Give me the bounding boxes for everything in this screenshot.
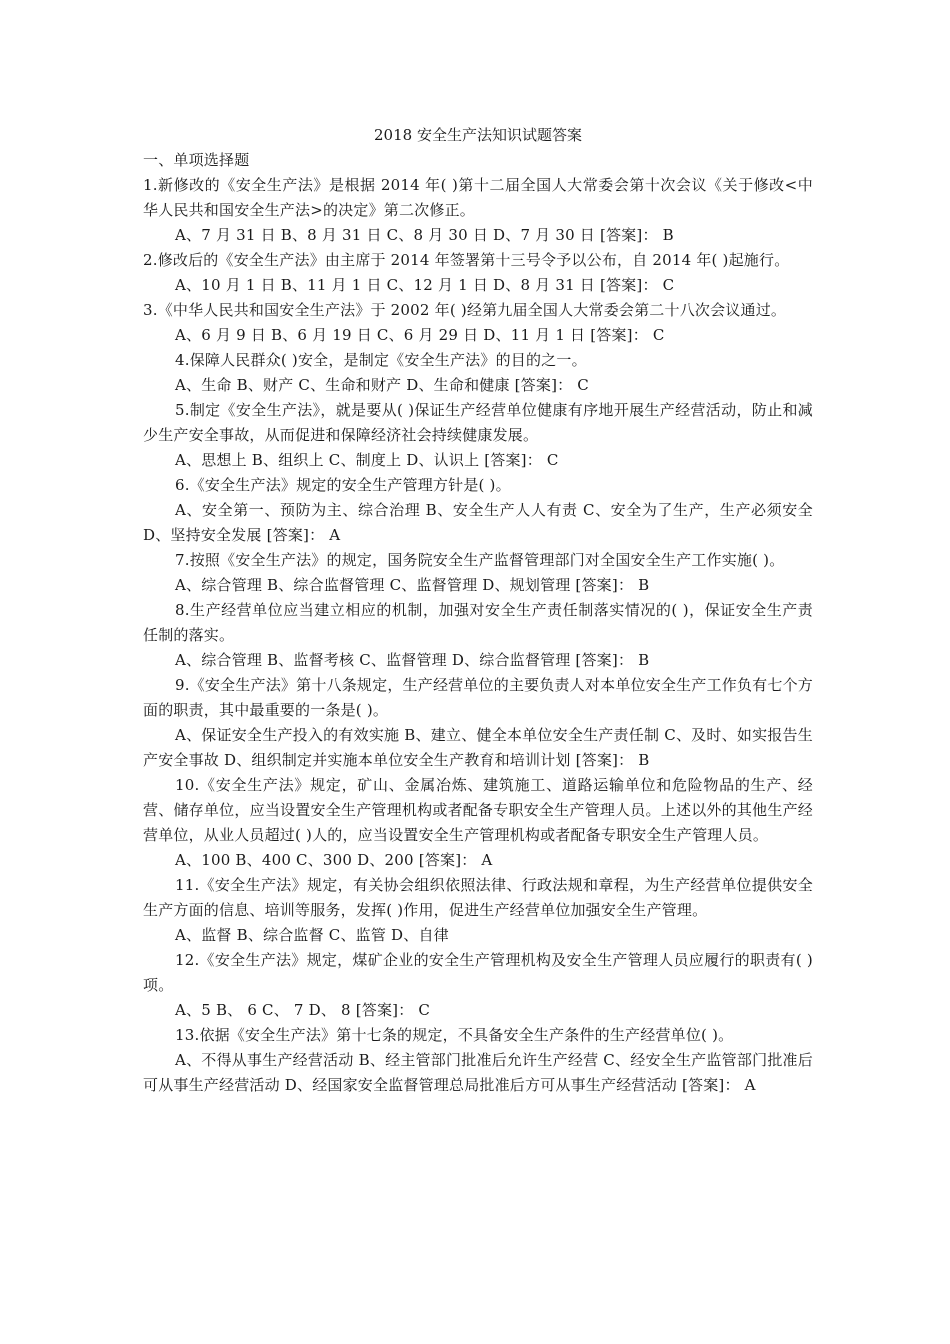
question-text: 13.依据《安全生产法》第十七条的规定，不具备安全生产条件的生产经营单位( )。 <box>175 1026 734 1044</box>
answer-options: A、7 月 31 日 B、8 月 31 日 C、8 月 30 日 D、7 月 30 日 [答案]： B <box>175 226 674 244</box>
question-text: 9.《安全生产法》第十八条规定，生产经营单位的主要负责人对本单位安全生产工作负有七个方面的职责，其中最重要的一条是( )。 <box>143 676 813 719</box>
question-text: 7.按照《安全生产法》的规定，国务院安全生产监督管理部门对全国安全生产工作实施( )。 <box>175 551 785 569</box>
question-text: 8.生产经营单位应当建立相应的机制，加强对安全生产责任制落实情况的( )，保证安全生产责任制的落实。 <box>143 601 813 644</box>
question-text: 3.《中华人民共和国安全生产法》于 2002 年( )经第九届全国人大常委会第二十八次会议通过。 <box>143 301 787 319</box>
answer-options: A、5 B、 6 C、 7 D、 8 [答案]： C <box>175 1001 431 1019</box>
question-text: 11.《安全生产法》规定，有关协会组织依照法律、行政法规和章程，为生产经营单位提供安全生产方面的信息、培训等服务，发挥( )作用，促进生产经营单位加强安全生产管理。 <box>143 876 813 919</box>
answer-options: A、生命 B、财产 C、生命和财产 D、生命和健康 [答案]： C <box>175 376 589 394</box>
question-text: 1.新修改的《安全生产法》是根据 2014 年( )第十二届全国人大常委会第十次会议《关于修改<中华人民共和国安全生产法>的决定》第二次修正。 <box>143 176 813 219</box>
question-text: 10.《安全生产法》规定，矿山、金属冶炼、建筑施工、道路运输单位和危险物品的生产、经营、储存单位，应当设置安全生产管理机构或者配备专职安全生产管理人员。上述以外的其他生产经营单位，从业人员超过( )人的，应当设置安全生产管理机构或者配备专职安全生产管理人员。 <box>143 776 813 844</box>
answer-options: A、保证安全生产投入的有效实施 B、建立、健全本单位安全生产责任制 C、及时、如实报告生产安全事故 D、组织制定并实施本单位安全生产教育和培训计划 [答案]： B <box>143 726 813 769</box>
question-text: 6.《安全生产法》规定的安全生产管理方针是( )。 <box>175 476 511 494</box>
answer-options: A、100 B、400 C、300 D、200 [答案]： A <box>175 851 493 869</box>
answer-options: A、不得从事生产经营活动 B、经主管部门批准后允许生产经营 C、经安全生产监管部门批准后可从事生产经营活动 D、经国家安全监督管理总局批准后方可从事生产经营活动 [答案]： A <box>143 1051 813 1094</box>
question-text: 12.《安全生产法》规定，煤矿企业的安全生产管理机构及安全生产管理人员应履行的职责有( )项。 <box>143 951 813 994</box>
section-heading: 一、单项选择题 <box>143 151 250 169</box>
answer-options: A、安全第一、预防为主、综合治理 B、安全生产人人有责 C、安全为了生产，生产必须安全 D、坚持安全发展 [答案]： A <box>143 501 813 544</box>
question-text: 4.保障人民群众( )安全，是制定《安全生产法》的目的之一。 <box>175 351 587 369</box>
answer-options: A、6 月 9 日 B、6 月 19 日 C、6 月 29 日 D、11 月 1 日 [答案]： C <box>175 326 665 344</box>
question-list <box>143 173 813 1098</box>
answer-options: A、综合管理 B、监督考核 C、监督管理 D、综合监督管理 [答案]： B <box>175 651 650 669</box>
answer-options: A、10 月 1 日 B、11 月 1 日 C、12 月 1 日 D、8 月 31 日 [答案]： C <box>175 276 675 294</box>
question-text: 5.制定《安全生产法》，就是要从( )保证生产经营单位健康有序地开展生产经营活动，防止和减少生产安全事故，从而促进和保障经济社会持续健康发展。 <box>143 401 813 444</box>
answer-options: A、监督 B、综合监督 C、监管 D、自律 <box>175 926 449 944</box>
answer-options: A、思想上 B、组织上 C、制度上 D、认识上 [答案]： C <box>175 451 559 469</box>
document-page <box>143 123 813 1098</box>
answer-options: A、综合管理 B、综合监督管理 C、监督管理 D、规划管理 [答案]： B <box>175 576 650 594</box>
document-title: 2018 安全生产法知识试题答案 <box>374 126 582 144</box>
question-text: 2.修改后的《安全生产法》由主席于 2014 年签署第十三号令予以公布，自 2014 年( )起施行。 <box>143 251 790 269</box>
